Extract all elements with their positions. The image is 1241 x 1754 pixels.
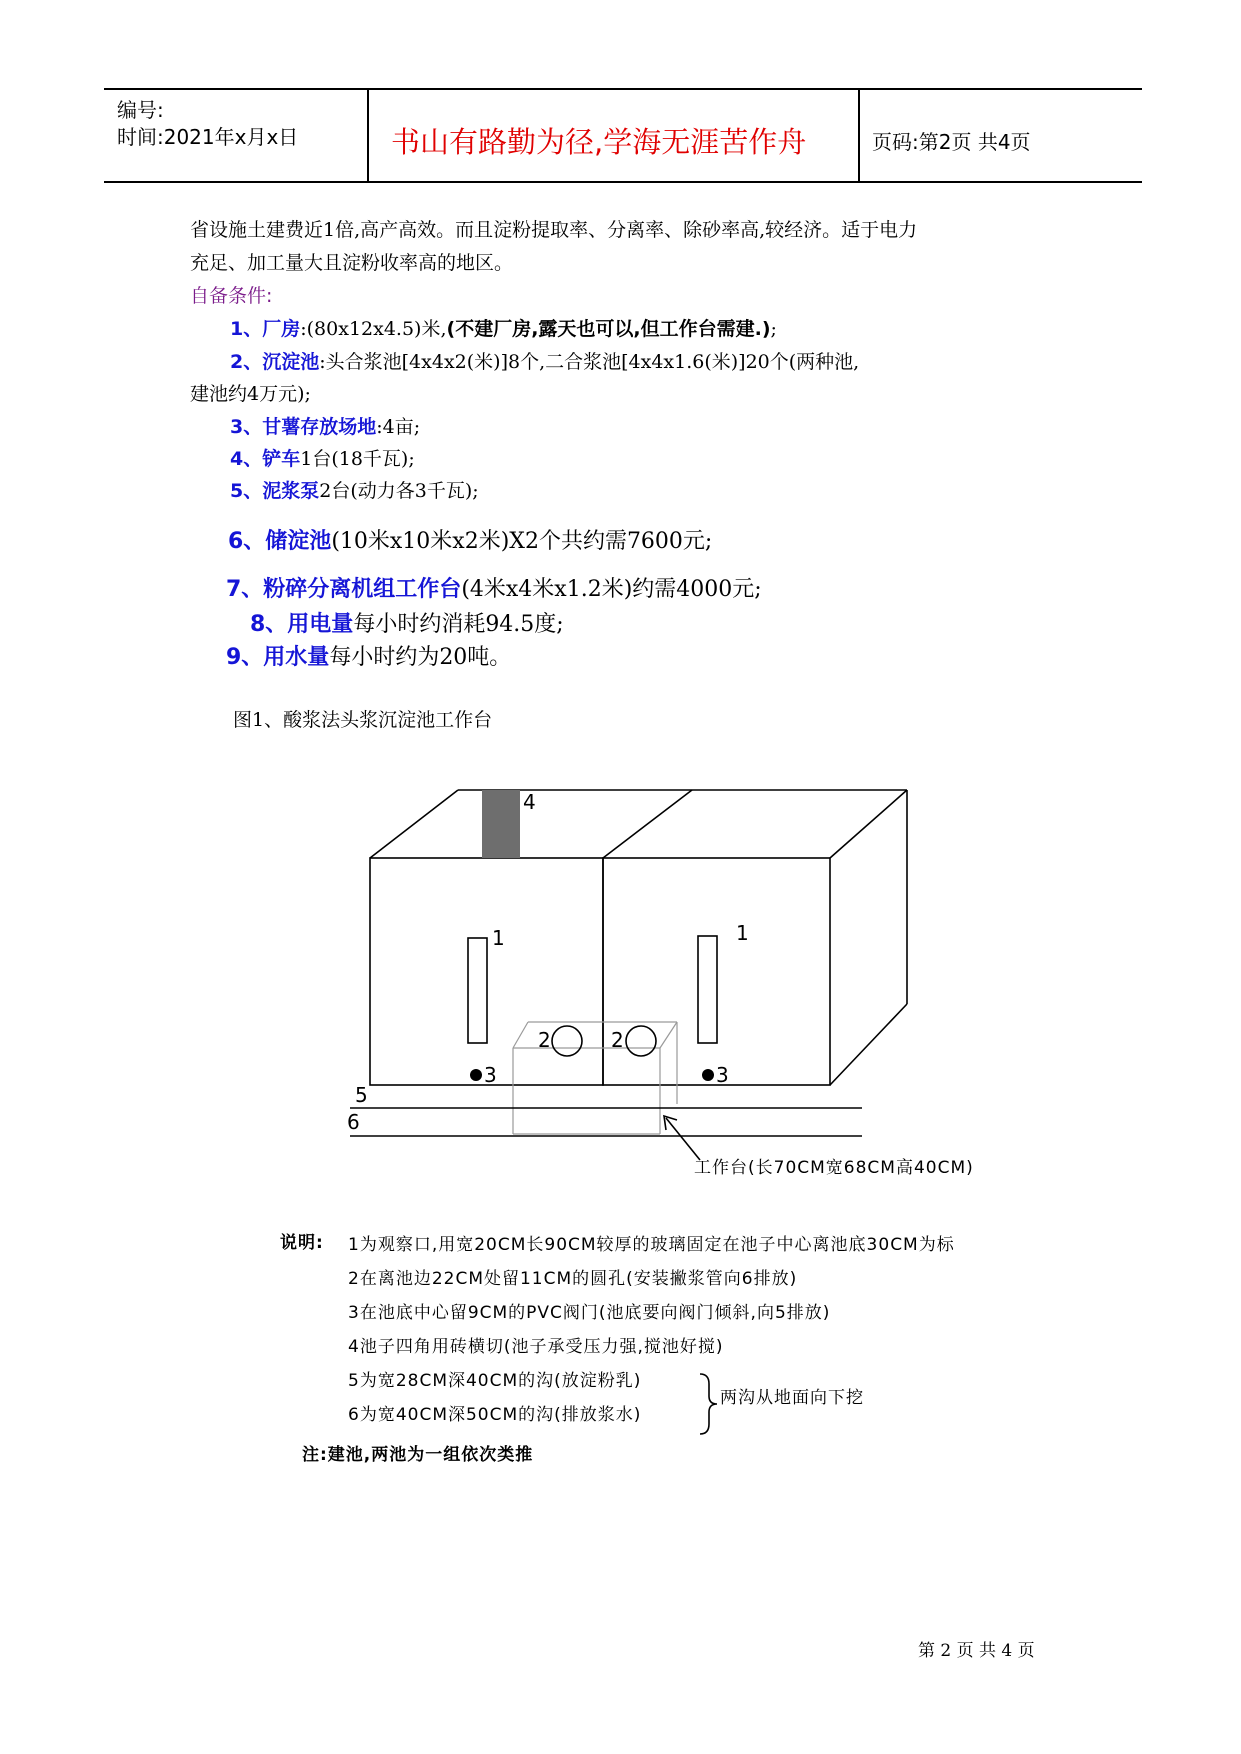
label-3-right: 3 bbox=[716, 1063, 729, 1087]
condition-label: 4、铲车 bbox=[230, 448, 301, 470]
note-line-2: 2在离池边22CM处留11CM的圆孔(安装撇浆管向6排放) bbox=[348, 1269, 798, 1289]
corner-brick bbox=[482, 790, 520, 858]
notes-title: 说明: bbox=[280, 1233, 324, 1253]
label-1-right: 1 bbox=[736, 921, 749, 945]
condition-label: 9、用水量 bbox=[226, 645, 330, 670]
condition-text: (10米x10米x2米)X2个共约需7600元; bbox=[331, 529, 713, 554]
condition-text: :(80x12x4.5)米, bbox=[300, 318, 447, 340]
condition-label: 3、甘薯存放场地 bbox=[230, 416, 377, 438]
label-3-left: 3 bbox=[484, 1063, 497, 1087]
page-label: 页码:第2页 共4页 bbox=[872, 130, 1031, 154]
header-motto: 书山有路勤为径,学海无涯苦作舟 bbox=[391, 125, 807, 159]
label-4: 4 bbox=[523, 790, 536, 814]
observation-window-left bbox=[468, 938, 487, 1043]
condition-label: 7、粉碎分离机组工作台 bbox=[226, 577, 462, 602]
note-line-1: 1为观察口,用宽20CM长90CM较厚的玻璃固定在池子中心离池底30CM为标 bbox=[348, 1235, 955, 1255]
drain-hole-right bbox=[626, 1026, 656, 1056]
condition-bold-text: (不建厂房,露天也可以,但工作台需建.) bbox=[446, 318, 771, 340]
note-line-5: 5为宽28CM深40CM的沟(放淀粉乳) bbox=[348, 1371, 642, 1391]
valve-left bbox=[470, 1069, 482, 1081]
condition-tail: ; bbox=[770, 318, 777, 340]
label-5: 5 bbox=[355, 1083, 368, 1107]
figure-caption: 图1、酸浆法头浆沉淀池工作台 bbox=[233, 709, 493, 731]
condition-text: 2台(动力各3千瓦); bbox=[319, 480, 479, 502]
condition-text: :头合浆池[4x4x2(米)]8个,二合浆池[4x4x1.6(米)]20个(两种池, bbox=[319, 351, 860, 373]
condition-label: 2、沉淀池 bbox=[230, 351, 320, 373]
label-1-left: 1 bbox=[492, 926, 505, 950]
note-line-3: 3在池底中心留9CM的PVC阀门(池底要向阀门倾斜,向5排放) bbox=[348, 1303, 831, 1323]
observation-window-right bbox=[698, 936, 717, 1043]
condition-label: 8、用电量 bbox=[250, 612, 354, 637]
condition-text: 每小时约为20吨。 bbox=[329, 645, 512, 670]
page-footer: 第 2 页 共 4 页 bbox=[918, 1641, 1035, 1661]
notes-brace bbox=[700, 1374, 717, 1434]
paragraph-line-2: 充足、加工量大且淀粉收率高的地区。 bbox=[190, 252, 514, 274]
conditions-heading: 自备条件: bbox=[190, 285, 273, 307]
condition-text: 1台(18千瓦); bbox=[300, 448, 415, 470]
note-line-6: 6为宽40CM深50CM的沟(排放浆水) bbox=[348, 1405, 642, 1425]
label-2-right: 2 bbox=[611, 1028, 624, 1052]
drain-hole-left bbox=[552, 1026, 582, 1056]
condition-label: 6、储淀池 bbox=[228, 529, 332, 554]
notes-footnote: 注:建池,两池为一组依次类推 bbox=[302, 1445, 534, 1465]
label-2-left: 2 bbox=[538, 1028, 551, 1052]
condition-label: 5、泥浆泵 bbox=[230, 480, 320, 502]
condition-item-2-cont: 建池约4万元); bbox=[190, 383, 311, 405]
condition-label: 1、厂房 bbox=[230, 318, 301, 340]
condition-text: (4米x4米x1.2米)约需4000元; bbox=[461, 577, 762, 602]
label-6: 6 bbox=[347, 1110, 360, 1134]
time-label: 时间:2021年x月x日 bbox=[117, 125, 299, 149]
valve-right bbox=[702, 1069, 714, 1081]
paragraph-line-1: 省设施土建费近1倍,高产高效。而且淀粉提取率、分离率、除砂率高,较经济。适于电力 bbox=[190, 219, 918, 241]
brace-text: 两沟从地面向下挖 bbox=[720, 1388, 864, 1408]
condition-text: :4亩; bbox=[376, 416, 421, 438]
note-line-4: 4池子四角用砖横切(池子承受压力强,搅池好搅) bbox=[348, 1337, 724, 1357]
condition-text: 每小时约消耗94.5度; bbox=[353, 612, 564, 637]
workbench-label: 工作台(长70CM宽68CM高40CM) bbox=[694, 1158, 974, 1178]
serial-label: 编号: bbox=[117, 98, 164, 122]
